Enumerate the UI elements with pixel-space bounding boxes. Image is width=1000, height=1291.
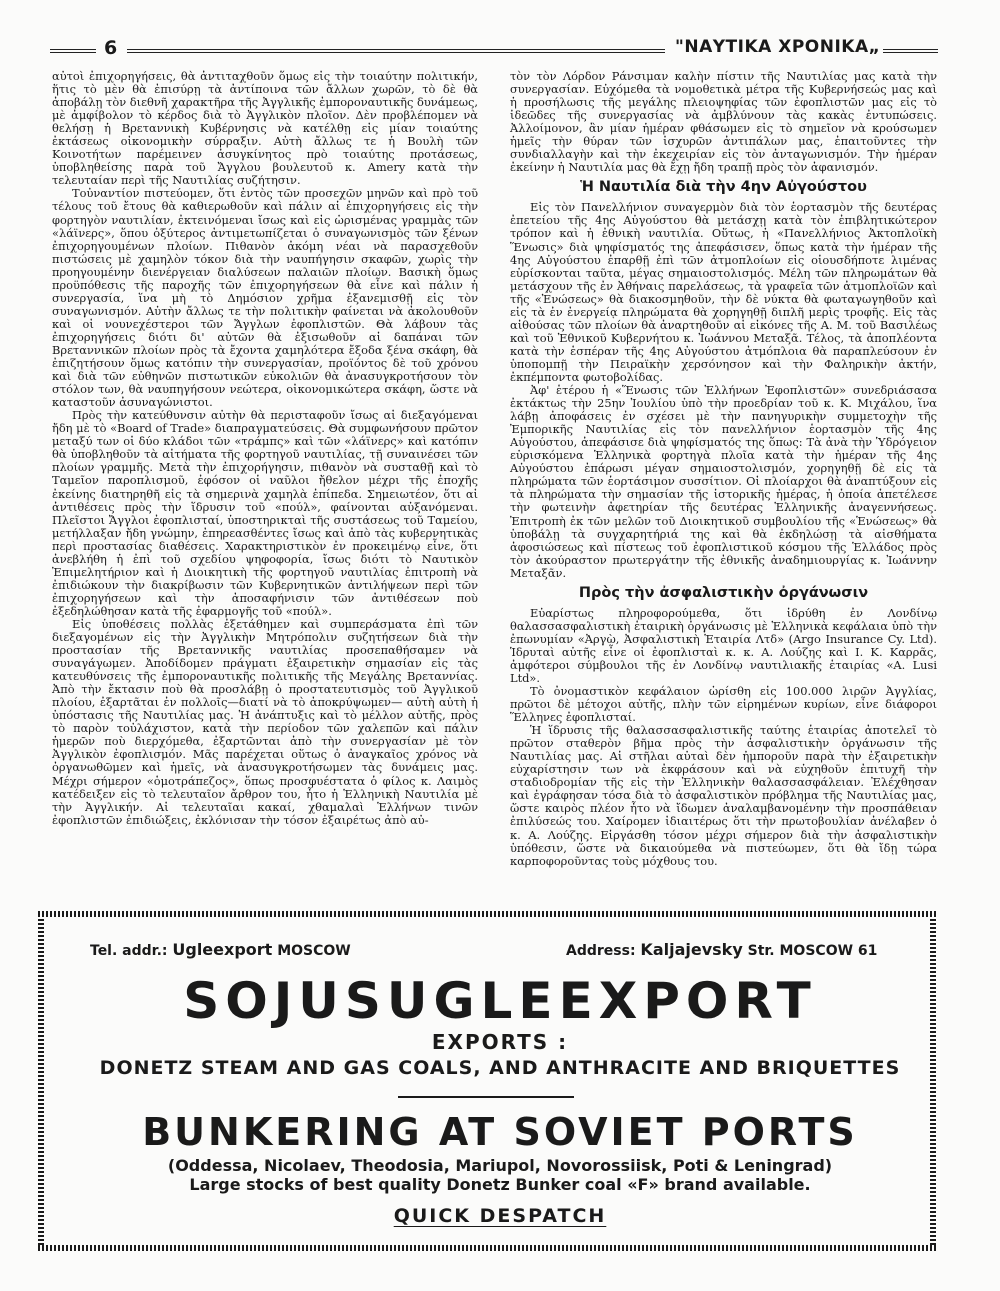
header-rule-right (883, 49, 938, 53)
ad-stocks-line: Large stocks of best quality Donetz Bunker coal «F» brand available. (189, 1175, 811, 1194)
section-heading-insurance: Πρὸς τὴν ἀσφαλιστικὴν ὀργάνωσιν (578, 584, 869, 601)
ad-quick-despatch: QUICK DESPATCH (393, 1205, 607, 1227)
tel-value: Ugleexport (172, 940, 273, 959)
section-heading-august-4: Ἡ Ναυτιλία διὰ τὴν 4ην Αὐγούστου (580, 179, 867, 196)
ad-products: DONETZ STEAM AND GAS COALS, AND ANTHRACITE AND BRIQUETTES (99, 1057, 901, 1079)
article-paragraph: Ἀφ' ἑτέρου ἡ «Ἕνωσις τῶν Ἑλλήνων Ἐφοπλιστῶν» συνεδριάσασα ἐκτάκτως τὴν 25ην Ἰουλίου ὑπὸ τὴν προεδρίαν τοῦ κ. Κ. Μιχάλου, ἵνα λάβῃ ἀποφάσεις ἐν σχέσει μὲ τὴν πανηγυρικὴν συμμετοχὴν τῆς Ἐμπορικῆς Ναυτιλίας εἰς τὸν πανελλήνιον ἑορτασμὸν τῆς 4ης Αὐγούστου, ἀπεφάσισε διὰ ψηφίσματός της ὅπως: Τὰ ἀνὰ τὴν Ὑδρόγειον εὑρισκόμενα Ἑλληνικὰ φορτηγὰ πλοῖα κατὰ τὴν ἡμέραν τῆς 4ης Αὐγούστου ἐπάρωσι μέγαν σημαιοστολισμόν, χορηγηθῇ δὲ εἰς τὰ πληρώματα τῶν ἑορτάσιμον συσσίτιον. Οἱ πλοίαρχοι θὰ ἀναπτύξουν εἰς τὰ πληρώματα τὴν σημασίαν τῆς ἱστορικῆς ἡμέρας, ἡ ὁποία ἀπετέλεσε τὴν φωτεινὴν ἀφετηρίαν τῆς δευτέρας Ἑλληνικῆς ἀναγεννήσεως. Ἐπιτροπὴ ἐκ τῶν μελῶν τοῦ Διοικητικοῦ συμβουλίου τῆς «Ἑνώσεως» θὰ ὑποβάλῃ τὰ συγχαρητήριά της καὶ θὰ ἐκδηλώσῃ τὰ αἰσθήματα ἀφοσιώσεως καὶ πίστεως τοῦ ἐφοπλιστικοῦ κόσμου τῆς Ἑλλάδος πρὸς τὸν ἀκούραστον πρωτεργάτην τῆς ἐθνικῆς ἀναδημιουργίας κ. Ἰωάννην Μεταξᾶν. (510, 383, 937, 580)
address-label: Address: (566, 943, 636, 959)
journal-title: "ΝΑΥΤΙΚΑ ΧΡΟΝΙΚΑ„ (675, 37, 881, 57)
ad-border-left (38, 917, 44, 1245)
address-value: Kaljajevsky (640, 940, 743, 959)
header-rule-left (50, 49, 96, 53)
article-paragraph: Εἰς τὸν Πανελλήνιον συναγερμὸν διὰ τὸν ἑορτασμὸν τῆς δευτέρας ἐπετείου τῆς 4ης Αὐγούστου θὰ μετάσχῃ κατὰ τὸν ἐπιβλητικώτερον τρόπον καὶ ἡ ἐθνικὴ ναυτιλία. Οὕτως, ἡ «Πανελλήνιος Ἀκτοπλοϊκὴ Ἕνωσις» διὰ ψηφίσματός της ἀπεφάσισεν, ὅπως κατὰ τὴν ἡμέραν τῆς 4ης Αὐγούστου ἐπαρθῇ ἐπὶ τῶν ἀτμοπλοίων εἰς οἱουσδήποτε λιμένας εὑρίσκονται ταῦτα, μέγας σημαιοστολισμός. Μέλη τῶν πληρωμάτων θὰ μετάσχουν τῆς ἐν Ἀθήναις παρελάσεως, τὰ γραφεῖα τῶν ἀτμοπλοϊῶν καὶ τῆς «Ἑνώσεως» θὰ διακοσμηθοῦν, τὴν δὲ νύκτα θὰ φωταγωγηθοῦν καὶ εἰς τὰ ἐν ἐνεργείᾳ πληρώματα θὰ χορηγηθῇ διπλῆ μερὶς τροφῆς. Εἰς τὰς αἰθούσας τῶν πλοίων θὰ ἀναρτηθοῦν αἱ εἰκόνες τῆς Α. Μ. τοῦ Βασιλέως καὶ τοῦ Ἐθνικοῦ Κυβερνήτου κ. Ἰωάννου Μεταξᾶ. Τέλος, τὰ ἀποπλέοντα κατὰ τὴν ἑσπέραν τῆς 4ης Αὐγούστου ἀτμόπλοια θὰ παραπλεύσουν ἐν ὑποπομπῇ τὴν Πειραϊκὴν χερσόνησον καὶ τὴν Φαληρικὴν ἀκτήν, ἐκπέμποντα φωτοβολίδας. (510, 200, 937, 384)
ad-border-right (930, 917, 936, 1245)
article-paragraph: Ἡ ἵδρυσις τῆς θαλασσασφαλιστικῆς ταύτης ἑταιρίας ἀποτελεῖ τὸ πρῶτον σταθερὸν βῆμα πρὸς τὴν ἀσφαλιστικὴν ὀργάνωσιν τῆς Ναυτιλίας μας. Αἱ στῆλαι αὐταὶ δὲν ἠμποροῦν παρὰ τὴν ἐξαιρετικὴν εὐχαρίστησιν των νὰ ἐκφράσουν καὶ νὰ εὐχηθοῦν ἐπιτυχῆ τὴν σταδιοδρομίαν τῆς εἰς τὴν Ἑλληνικὴν θαλασσασφάλειαν. Ἐλέχθησαν καὶ ἐγράφησαν τόσα διὰ τὸ ἀσφαλιστικὸν πρόβλημα τῆς Ναυτιλίας μας, ὥστε καιρὸς πλέον ἦτο νὰ ἴδωμεν ἀναλαμβανομένην τὴν προσπάθειαν ἐπιλύσεώς του. Χαίρομεν ἰδιαιτέρως ὅτι τὴν πρωτοβουλίαν ἀνέλαβεν ὁ κ. Α. Λούζης. Εἰργάσθη τόσον μέχρι σήμερον διὰ τὴν ἀσφαλιστικὴν ὑπόθεσιν, ὥστε νὰ δικαιούμεθα νὰ πιστεύωμεν, ὅτι θὰ ἴδῃ τώρα καρποφοροῦντας τοὺς μόχθους του. (510, 723, 937, 868)
article-paragraph: Πρὸς τὴν κατεύθυνσιν αὐτὴν θὰ περισταφοῦν ἴσως αἱ διεξαγόμεναι ἤδη μὲ τὸ «Board of Trade» διαπραγματεύσεις. Θὰ συμφωνήσουν πρῶτον μεταξύ των οἱ δύο κλάδοι τῶν «τράμπς» καὶ τῶν «λάϊνερς» καὶ κατόπιν θὰ ὑποβληθοῦν τὰ αἰτήματα τῆς φορτηγοῦ ναυτιλίας, τῇ συναινέσει τῶν πλοίων γραμμῆς. Μετὰ τὴν ἐπιχορήγησιν, πιθανὸν νὰ συσταθῇ καὶ τὸ Ταμεῖον παροπλισμοῦ, ἐφόσον οἱ ναῦλοι ἤθελον μέχρι τῆς ἐποχῆς ἐκείνης διατηρηθῆ εἰς τὰ σημερινὰ χαμηλὰ ἐπίπεδα. Σημειωτέον, ὅτι αἱ ἀντιθέσεις πρὸς τὴν ἵδρυσιν τοῦ «πούλ», φαίνονται αὐξανόμεναι. Πλεῖστοι Ἄγγλοι ἐφοπλισταί, ὑποστηρικταὶ τῆς συστάσεως τοῦ Ταμείου, μετήλλαξαν ἤδη γνώμην, ἐπηρεασθέντες ἴσως καὶ ἀπὸ τὰς κυβερνητικὰς περὶ προστασίας διαθέσεις. Χαρακτηριστικὸν ἐν προκειμένῳ εἶνε, ὅτι ἀνεβλήθη ἡ ἐπὶ τοῦ σχεδίου ψηφοφορία, ἴσως διότι τὸ Ναυτικὸν Ἐπιμελητήριον καὶ ἡ Διοικητικὴ τῆς φορτηγοῦ ναυτιλίας ἐπιτροπὴ νὰ ἐπιδιώκουν τὴν διακρίβωσιν τῶν Κυβερνητικῶν ἀντιλήψεων περὶ τῶν ἐπιχορηγήσεων καὶ τὴν ἀποσαφήνισιν τῶν ἀντιθέσεων ποὺ ἐξεδηλώθησαν κατὰ τῆς ἐφαρμογῆς τοῦ «πούλ». (52, 408, 478, 618)
ad-border-bottom (38, 1245, 936, 1251)
ad-border-top (38, 911, 936, 917)
ad-telegraph-address (90, 940, 351, 959)
ad-company-name: SOJUSUGLEEXPORT (183, 972, 817, 1030)
address-rest: Str. MOSCOW 61 (747, 943, 878, 959)
article-paragraph: Τοὐναντίον πιστεύομεν, ὅτι ἐντὸς τῶν προσεχῶν μηνῶν καὶ πρὸ τοῦ τέλους τοῦ ἔτους θὰ καθιερωθοῦν καὶ πάλιν αἱ ἐπιχορηγήσεις εἰς τὴν φορτηγὸν ναυτιλίαν, ἐκτεινόμεναι ἴσως καὶ εἰς ὡρισμένας γραμμὰς τῶν «λάϊνερς», ὅπου ὀξύτερος ἀντιμετωπίζεται ὁ συναγωνισμὸς τῶν ξένων ἐπιχορηγουμένων πλοίων. Πιθανὸν ἀκόμη νέαι νὰ παρασχεθοῦν πιστώσεις μὲ χαμηλὸν τόκον διὰ τὴν ναυπήγησιν σκαφῶν, χωρὶς τὴν προηγουμένην διενέργειαν διαλύσεων παλαιῶν πλοίων. Βασικὴ ὅμως προϋπόθεσις τῆς παροχῆς τῶν ἐπιχορηγήσεων θὰ εἶνε καὶ πάλιν ἡ συνεργασία, ἵνα μὴ τὸ Δημόσιον χρῆμα ἐξανεμισθῇ εἰς τὸν συναγωνισμόν. Αὐτὴν ἄλλως τε τὴν πολιτικὴν φαίνεται νὰ ἀκολουθοῦν καὶ οἱ νουνεχέστεροι τῶν Ἄγγλων ἐφοπλιστῶν. Θὰ λάβουν τὰς ἐπιχορηγήσεις διότι δι' αὐτῶν θὰ ἐξισωθοῦν αἱ δαπάναι τῶν Βρεταννικῶν πλοίων πρὸς τὰ ἔχοντα χαμηλότερα ἔξοδα ξένα σκάφη, θὰ ἐπιζητήσουν ὅμως κατόπιν τὴν συνεργασίαν, προϊόντος δὲ τοῦ χρόνου καὶ διὰ τῶν εὐθηνῶν πιστωτικῶν εὐκολιῶν θὰ ἀνασυγκροτήσουν τὸν στόλον των, θὰ ναυπηγήσουν νεώτερα, οἰκονομικώτερα σκάφη, ὥστε νὰ καταστοῦν ἀσυναγώνιστοι. (52, 186, 478, 410)
ad-divider (398, 1096, 574, 1098)
page-number: 6 (104, 37, 118, 59)
right-column (510, 70, 937, 868)
tel-city: MOSCOW (277, 943, 351, 959)
article-paragraph: Εὐαρίστως πληροφορούμεθα, ὅτι ἱδρύθη ἐν Λονδίνῳ θαλασσασφαλιστικὴ ἑταιρικὴ ὀργάνωσις μὲ Ἑλληνικὰ κεφάλαια ὑπὸ τὴν ἐπωνυμίαν «Ἀργὼ, Ἀσφαλιστικὴ Ἑταιρία Λτδ» (Argo Insurance Cy. Ltd). Ἱδρυταὶ αὐτῆς εἶνε οἱ ἐφοπλισταὶ κ. κ. Α. Λούζης καὶ Ι. Κ. Καρρᾶς, ἀμφότεροι σύμβουλοι τῆς ἐν Λονδίνῳ ναυτιλιακῆς ἑταιρίας «A. Lusi Ltd». (510, 605, 937, 685)
article-paragraph: αὐτοὶ ἐπιχορηγήσεις, θὰ ἀντιταχθοῦν ὅμως εἰς τὴν τοιαύτην πολιτικήν, ἥτις τὸ μὲν θὰ ἐπισύρῃ τὰ ἀντίποινα τῶν ἄλλων χωρῶν, τὸ δὲ θὰ ἀποβάλῃ τὸν διεθνῆ χαρακτῆρα τῆς Ἀγγλικῆς ἐμποροναυτικῆς δυνάμεως, μὲ ἀμφίβολον τὸ κέρδος διὰ τὸ Ἀγγλικὸν πλοῖον. Δὲν προβλέπομεν νὰ θελήσῃ ἡ Βρεταννικὴ Κυβέρνησις νὰ κατέλθῃ εἰς μίαν τοιαύτης ἐκτάσεως οἰκονομικὴν σύρραξιν. Αὐτὴ ἄλλως τε ἡ Βουλὴ τῶν Κοινοτήτων παρέμεινεν ἀσυγκίνητος πρὸ τοιαύτης προτάσεως, ὑποβληθείσης παρὰ τοῦ Ἄγγλου βουλευτοῦ κ. Amery κατὰ τὴν τελευταίαν περὶ τῆς Ναυτιλίας συζήτησιν. (52, 69, 478, 188)
tel-label: Tel. addr.: (90, 943, 168, 959)
ad-exports-label: EXPORTS : (431, 1030, 569, 1054)
article-paragraph: Τὸ ὀνομαστικὸν κεφάλαιον ὡρίσθη εἰς 100.000 λιρῶν Ἀγγλίας, πρῶτοι δὲ μέτοχοι αὐτῆς, πλὴν τῶν εἰρημένων κυρίων, εἶνε διάφοροι Ἕλληνες ἐφοπλισταί. (510, 684, 937, 725)
left-column (52, 70, 478, 827)
article-paragraph: Εἰς ὑποθέσεις πολλὰς ἐξετάθημεν καὶ συμπεράσματα ἐπὶ τῶν διεξαγομένων εἰς τὴν Ἀγγλικὴν Μητρόπολιν συζητήσεων διὰ τὴν προστασίαν τῆς Βρεταννικῆς ναυτιλίας προσεπαθήσαμεν νὰ συναγάγωμεν. Ἀποδίδομεν πράγματι ἐξαιρετικὴν σημασίαν εἰς τὰς κατευθύνσεις τῆς ἐμποροναυτικῆς πολιτικῆς τῆς Μεγάλης Βρεταννίας. Ἀπὸ τὴν ἔκτασιν ποὺ θὰ προσλάβῃ ὁ προστατευτισμὸς τοῦ Ἀγγλικοῦ πλοίου, ἐξαρτᾶται ἐν πολλοῖς—διατί νὰ τὸ ἀποκρύψωμεν— αὐτὴ αὐτὴ ἡ ὑπόστασις τῆς Ναυτιλίας μας. Ἡ ἀνάπτυξις καὶ τὸ μέλλον αὐτῆς, πρὸς τὸ παρὸν τοὐλάχιστον, κατὰ τὴν περίοδον τῶν χαλεπῶν καὶ πάλιν ἡμερῶν ποὺ διερχόμεθα, ἐξαρτῶνται ἀπὸ τὴν συνεργασίαν μὲ τὸν Ἀγγλικὸν ἐφοπλισμόν. Μᾶς παρέχεται οὕτως ὁ ἀναγκαῖος χρόνος νὰ ὀργανωθῶμεν καὶ ἡμεῖς, νὰ ἀνασυγκροτήσωμεν τὰς δυνάμεις μας. Μέχρι σήμερον «ὁμοτράπεζος», ὅπως προσφυέστατα ὁ φίλος κ. Λαιμὸς κατέδειξεν εἰς τὸ τελευταῖον ἄρθρον του, ἦτο ἡ Ἑλληνικὴ Ναυτιλία μὲ τὴν Ἀγγλικήν. Αἱ τελευταῖαι κακαί, χθαμαλαὶ Ἑλλήνων τινῶν ἐφοπλιστῶν ἐπιδιώξεις, ἐκλόνισαν τὴν τόσον ἐξαιρέτως ἀπὸ αὐ- (52, 616, 478, 827)
header-rule-middle (127, 49, 665, 53)
ad-ports-list: (Oddessa, Nicolaev, Theodosia, Mariupol, Novorossiisk, Poti & Leningrad) (167, 1156, 833, 1175)
ad-bunkering-headline: BUNKERING AT SOVIET PORTS (142, 1110, 858, 1154)
article-paragraph: τὸν τὸν Λόρδον Ράνσιμαν καλὴν πίστιν τῆς Ναυτιλίας μας κατὰ τὴν συνεργασίαν. Εὐχόμεθα τὰ νομοθετικὰ μέτρα τῆς Κυβερνήσεώς μας καὶ ἡ προσήλωσις τῆς μεγάλης πλειοψηφίας τῶν ἐφοπλιστῶν μας εἰς τὸ ἰδεῶδες τῆς συνεργασίας νὰ ἀμβλύνουν τὰς κακὰς ἐντυπώσεις. Ἀλλοίμονον, ἂν μίαν ἡμέραν φθάσωμεν εἰς τὸ σημεῖον νὰ κρούσωμεν ἡμεῖς τὴν θύραν τῶν ἰσχυρῶν ἀντιπάλων μας, ἐπαιτοῦντες τὴν συνδιαλλαγὴν καὶ τὴν ἐκεχειρίαν εἰς τὸν ἀνταγωνισμόν. Τὴν ἡμέραν ἐκείνην ἡ Ναυτιλία μας θὰ ἔχῃ ἤδη τραπῇ πρὸς τὸν ἀφανισμόν. (510, 69, 937, 175)
ad-postal-address (566, 940, 877, 959)
